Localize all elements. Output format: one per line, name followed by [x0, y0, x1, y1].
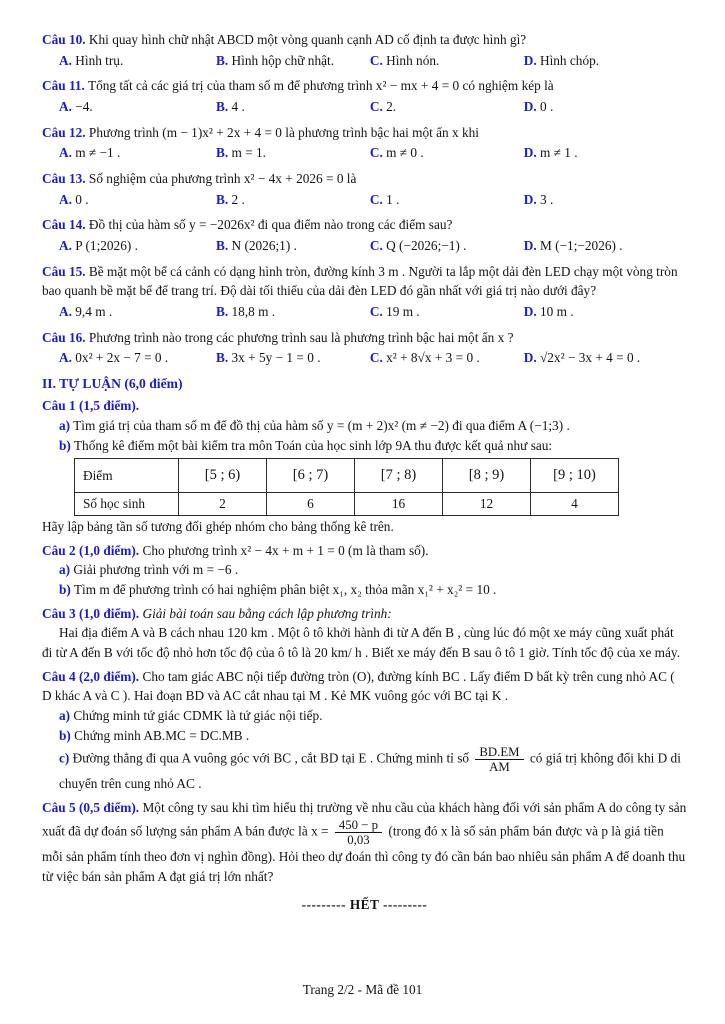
option-letter: A. [59, 145, 72, 161]
option-letter: B. [216, 191, 229, 207]
question-label: Câu 5 (0,5 điểm). [42, 800, 140, 816]
question-text: Phương trình (m − 1)x² + 2x + 4 = 0 là phương trình bậc hai một ẩn x khi [88, 124, 479, 140]
option [524, 302, 687, 322]
option [370, 190, 524, 210]
option-letter: C. [369, 52, 383, 68]
mc-question [42, 76, 687, 116]
option [216, 348, 370, 368]
essay-section [42, 396, 687, 886]
option [370, 348, 524, 368]
table-cell: 16 [355, 493, 443, 516]
question-text: Khi quay hình chữ nhật ABCD một vòng quanh cạnh AD cố định ta được hình gì? [88, 32, 527, 47]
question-label: Câu 14. [42, 217, 86, 233]
option-text: Hình trụ. [75, 52, 124, 68]
option [59, 190, 216, 210]
text-run: Tìm m để phương trình có hai nghiệm phân biệt x₁, x₂ thỏa mãn x₁² + x₂² = 10 . [73, 581, 497, 597]
math-fraction [335, 818, 382, 847]
option-letter: A. [59, 99, 72, 115]
essay-line [42, 416, 687, 436]
option-text: Hình nón. [386, 52, 440, 68]
table-cell: [7 ; 8) [355, 459, 443, 493]
text-run: Hãy lập bảng tần số tương đối ghép nhóm cho bảng thống kê trên. [42, 518, 394, 534]
option-letter: D. [523, 304, 537, 320]
option-text: P (1;2026) . [75, 238, 138, 254]
section-heading: II. TỰ LUẬN (6,0 điểm) [42, 376, 183, 392]
options-row [42, 348, 687, 368]
option [216, 51, 370, 71]
option-letter: D. [523, 191, 537, 207]
text-run: Cho tam giác ABC nội tiếp đường tròn (O), đường kính BC . Lấy điểm D bất kỳ trên cung nhỏ AC ( D khác A và C ). Hai đoạn BD và AC cắt nhau tại M . Kẻ MK vuông góc với BC tại K . [42, 668, 675, 704]
option-text: m ≠ −1 . [75, 145, 121, 161]
options-row [42, 190, 687, 210]
table-cell: [9 ; 10) [531, 459, 619, 493]
option-text: 18,8 m . [231, 304, 276, 320]
option-text: m ≠ 1 . [539, 145, 578, 161]
option [370, 236, 524, 256]
sub-item-label: b) [59, 581, 71, 597]
essay-line [42, 560, 687, 580]
page-footer: Trang 2/2 - Mã đề 101 [302, 982, 423, 998]
question-label: Câu 4 (2,0 điểm). [42, 668, 140, 684]
text-run: Chứng minh tứ giác CDMK là tứ giác nội tiếp. [73, 707, 323, 723]
option-letter: D. [523, 238, 537, 254]
text-run: có giá trị không đổi khi D di chuyển trên cung nhỏ AC . [59, 750, 681, 792]
table-cell: Điểm [75, 459, 179, 493]
question-line [42, 123, 687, 143]
question-line [42, 215, 687, 235]
option [216, 302, 370, 322]
table-cell: 2 [179, 493, 267, 516]
sub-item-label: c) [59, 750, 70, 766]
option [524, 97, 687, 117]
essay-question [42, 396, 687, 416]
option [370, 51, 524, 71]
text-run: Thống kê điểm một bài kiểm tra môn Toán của học sinh lớp 9A thu được kết quả như sau: [73, 437, 553, 453]
essay-line [42, 726, 687, 746]
text-run: Đường thẳng đi qua A vuông góc với BC , cắt BD tại E . Chứng minh tỉ số [72, 750, 473, 766]
option-text: √2x² − 3x + 4 = 0 . [539, 350, 641, 366]
question-line [42, 76, 687, 96]
option-text: 0x² + 2x − 7 = 0 . [75, 350, 169, 366]
option [524, 236, 687, 256]
fraction-numerator: 450 − p [335, 818, 382, 833]
option-text: 9,4 m . [75, 304, 113, 320]
table-cell: [5 ; 6) [179, 459, 267, 493]
mc-question [42, 30, 687, 70]
option [216, 143, 370, 163]
table-cell: Số học sinh [75, 493, 179, 516]
mc-question [42, 123, 687, 163]
option [59, 236, 216, 256]
option-letter: C. [369, 304, 383, 320]
question-label: Câu 10. [42, 32, 86, 47]
option [370, 143, 524, 163]
option [524, 190, 687, 210]
option-letter: A. [59, 191, 72, 207]
essay-line [42, 623, 687, 662]
essay-question [42, 667, 687, 706]
option-text: 0 . [539, 99, 554, 115]
fraction-denominator: AM [489, 760, 510, 775]
question-line [42, 328, 687, 348]
question-text: Bề mặt một bể cá cảnh có dạng hình tròn, đường kính 3 m . Người ta lắp một dải đèn LED chạy một vòng tròn bao quanh bề mặt bể để trang trí. Độ dài tối thiểu của dải đèn LED đó gần nhất với giá trị nào dưới đây? [42, 263, 678, 299]
option [216, 190, 370, 210]
option [59, 97, 216, 117]
essay-line [42, 580, 687, 600]
mc-question [42, 328, 687, 368]
question-label: Câu 13. [42, 171, 86, 187]
option-letter: C. [369, 99, 383, 115]
table-cell: 12 [443, 493, 531, 516]
end-marker: --------- HẾT --------- [301, 897, 428, 913]
option-text: 0 . [75, 191, 89, 207]
option-letter: C. [369, 350, 383, 366]
option-letter: A. [59, 52, 72, 68]
option [216, 236, 370, 256]
fraction-numerator: BD.EM [475, 745, 523, 760]
question-line [42, 169, 687, 189]
question-label: Câu 11. [42, 78, 85, 94]
table-cell: 6 [267, 493, 355, 516]
option-letter: C. [369, 238, 383, 254]
question-line [42, 30, 687, 50]
option [370, 302, 524, 322]
table-row [75, 493, 619, 516]
option-text: 2. [386, 99, 397, 115]
options-row [42, 143, 687, 163]
text-run: Tìm giá trị của tham số m để đồ thị của hàm số y = (m + 2)x² (m ≠ −2) đi qua điểm A (−1;3) . [73, 417, 570, 433]
table-cell: [8 ; 9) [443, 459, 531, 493]
option [59, 51, 216, 71]
table-cell: 4 [531, 493, 619, 516]
sub-item-label: a) [59, 417, 71, 433]
option-text: 2 . [231, 191, 245, 207]
essay-question [42, 604, 687, 624]
question-text: Tổng tất cả các giá trị của tham số m để phương trình x² − mx + 4 = 0 có nghiệm kép là [87, 78, 554, 94]
option [524, 51, 687, 71]
option [59, 302, 216, 322]
text-run: (trong đó x là số sản phẩm bán được và p là giá tiền mỗi sản phẩm tính theo đơn vị nghìn đồng). Hỏi theo dự đoán thì công ty đó cần bán bao nhiêu sản phẩm A để doanh thu từ việc bán sản phẩm A đạt giá trị lớn nhất? [42, 823, 686, 884]
option-text: m = 1. [231, 145, 266, 161]
fraction-denominator: 0,03 [347, 832, 370, 847]
option-text: Hình chóp. [539, 52, 600, 68]
option-letter: A. [59, 350, 72, 366]
options-row [42, 97, 687, 117]
option-letter: B. [216, 99, 229, 115]
essay-line [42, 745, 687, 794]
option-text: x² + 8√x + 3 = 0 . [386, 350, 480, 366]
essay-question [42, 798, 687, 886]
option-letter: B. [216, 145, 229, 161]
question-label: Câu 1 (1,5 điểm). [42, 398, 140, 414]
option-text: M (−1;−2026) . [539, 238, 623, 254]
essay-line [42, 706, 687, 726]
option [524, 348, 687, 368]
mc-question [42, 215, 687, 255]
option-letter: C. [369, 191, 383, 207]
question-text: Đồ thị của hàm số y = −2026x² đi qua điểm nào trong các điểm sau? [88, 217, 453, 233]
option [59, 348, 216, 368]
table-cell: [6 ; 7) [267, 459, 355, 493]
multiple-choice-section [42, 30, 687, 368]
text-run: Giải bài toán sau bằng cách lập phương trình: [142, 605, 392, 621]
option-text: 10 m . [539, 304, 574, 320]
option-text: 3x + 5y − 1 = 0 . [231, 350, 321, 366]
option-text: N (2026;1) . [231, 238, 297, 254]
math-fraction [475, 745, 523, 774]
text-run: Chứng minh AB.MC = DC.MB . [74, 727, 250, 743]
question-label: Câu 16. [42, 329, 86, 345]
option-letter: B. [216, 304, 229, 320]
option-letter: D. [523, 99, 537, 115]
options-row [42, 302, 687, 322]
option-text: 4 . [231, 99, 245, 115]
option [59, 143, 216, 163]
option-letter: B. [216, 52, 229, 68]
question-label: Câu 15. [42, 263, 86, 279]
text-run: Hai địa điểm A và B cách nhau 120 km . Một ô tô khởi hành đi từ A đến B , cùng lúc đó một xe máy cũng xuất phát đi từ A đến B với tốc độ nhỏ hơn tốc độ của ô tô là 20 km/ h . Biết xe máy đến B sau ô tô 1 giờ. Tính tốc độ của xe máy. [42, 625, 681, 660]
options-row [42, 51, 687, 71]
option-text: 19 m . [386, 304, 420, 320]
sub-item-label: a) [59, 562, 71, 578]
option-text: −4. [75, 99, 93, 115]
option-text: 1 . [386, 191, 400, 207]
option-letter: B. [216, 238, 229, 254]
question-line [42, 262, 687, 301]
options-row [42, 236, 687, 256]
option-text: m ≠ 0 . [386, 145, 424, 161]
question-text: Phương trình nào trong các phương trình sau là phương trình bậc hai một ẩn x ? [88, 329, 514, 345]
question-label: Câu 12. [42, 124, 86, 140]
option-letter: D. [523, 145, 537, 161]
text-run: Cho phương trình x² − 4x + m + 1 = 0 (m là tham số). [142, 542, 429, 558]
option [524, 143, 687, 163]
sub-item-label: a) [59, 707, 71, 723]
option-letter: C. [369, 145, 383, 161]
option-letter: D. [523, 52, 537, 68]
mc-question [42, 169, 687, 209]
essay-line [42, 517, 687, 537]
text-run: Giải phương trình với m = −6 . [73, 562, 239, 578]
option-text: Hình hộp chữ nhật. [231, 52, 335, 68]
stats-table [74, 458, 619, 516]
question-label: Câu 3 (1,0 điểm). [42, 605, 140, 621]
mc-question [42, 262, 687, 322]
sub-item-label: b) [59, 437, 71, 453]
option-letter: A. [59, 238, 72, 254]
option-text: 3 . [539, 191, 554, 207]
text-run: Một công ty sau khi tìm hiểu thị trường về nhu cầu của khách hàng đối với sản phẩm A do công ty sản xuất đã dự đoán số lượng sản phẩm A bán được là x = [42, 800, 687, 839]
option-letter: B. [216, 350, 229, 366]
question-text: Số nghiệm của phương trình x² − 4x + 2026 = 0 là [88, 171, 357, 187]
sub-item-label: b) [59, 727, 71, 743]
option [216, 97, 370, 117]
option-letter: A. [59, 304, 72, 320]
option-letter: D. [523, 350, 537, 366]
question-label: Câu 2 (1,0 điểm). [42, 542, 140, 558]
essay-question [42, 541, 687, 561]
option [370, 97, 524, 117]
option-text: Q (−2026;−1) . [386, 238, 467, 254]
essay-line [42, 436, 687, 456]
table-row [75, 459, 619, 493]
